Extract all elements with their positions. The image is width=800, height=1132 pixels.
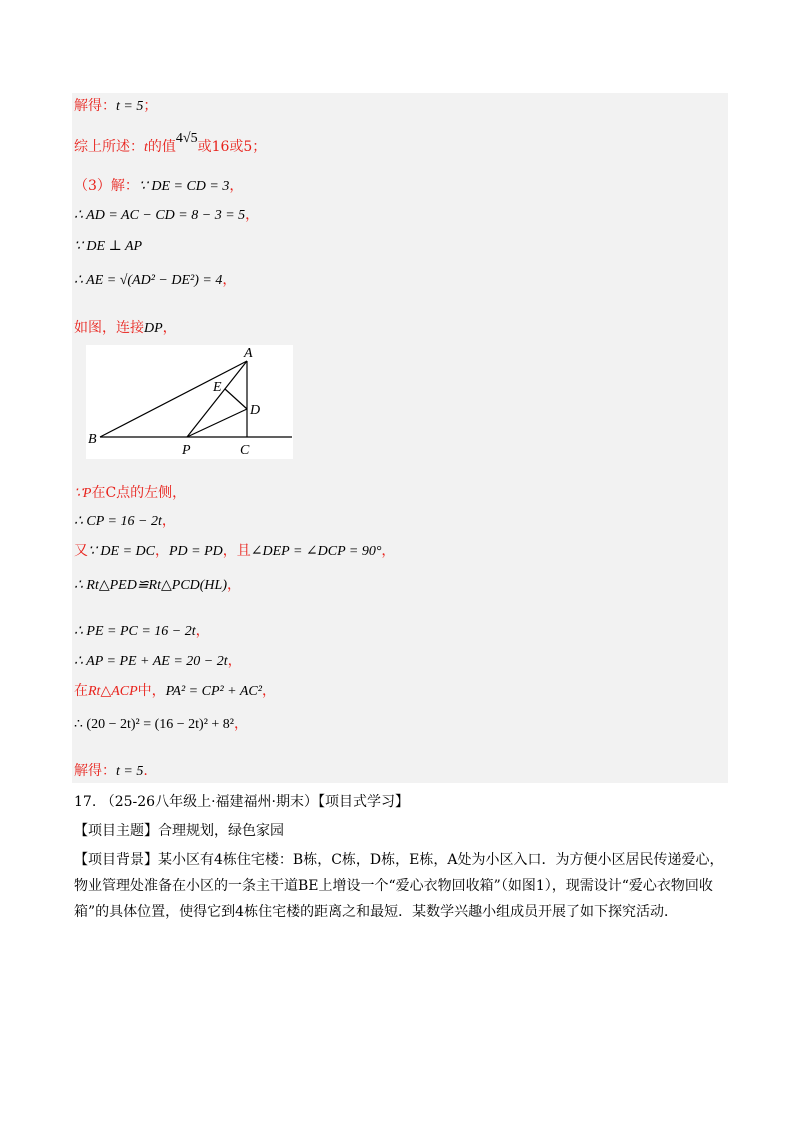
label-B: B: [88, 432, 97, 447]
value-4-root-5: 4√5: [175, 131, 198, 146]
text: 或16或5；: [197, 139, 267, 155]
variable-t: t: [144, 140, 148, 155]
punctuation: ，: [161, 513, 176, 529]
solution-line-4: [74, 205, 259, 226]
equation: ∴ CP = 16 − 2t: [74, 514, 162, 529]
background-text: 【项目背景】某小区有4栋住宅楼：B栋，C栋，D栋，E栋，A处为小区入口．为方便小区居民传递爱心，物业管理处准备在小区的一条主干道BE上增设一个“爱心衣物回收箱”（如图1），现需设计“爱心衣物回收箱”的具体位置，使得它到4栋住宅楼的距离之和最短．某数学兴趣小组成员开展了如下探究活动．: [74, 852, 724, 920]
equation: ∠DEP = ∠DCP = 90°: [250, 544, 382, 559]
congruence: ∴ Rt△PED≌Rt△PCD(HL): [74, 578, 227, 593]
label-C: C: [240, 443, 250, 458]
conclusion-label: 综上所述：: [74, 139, 144, 155]
theme-text: 【项目主题】合理规划，绿色家园: [74, 823, 284, 839]
punctuation: ，: [227, 577, 241, 593]
solution-line-5: [74, 236, 142, 257]
triangle-name: Rt△ACP: [88, 684, 138, 699]
text: 在C点的左侧，: [91, 485, 187, 501]
punctuation: ，: [245, 207, 260, 223]
solve-label: 解得：: [74, 763, 116, 779]
part-label: （3）解：: [74, 178, 139, 194]
solution-line-9: [74, 511, 176, 532]
equation: ∵ DE ⊥ AP: [74, 239, 143, 254]
project-background: [74, 847, 734, 925]
solution-line-8: [74, 483, 186, 504]
premise: ∵P: [74, 486, 92, 501]
punctuation: ，: [261, 683, 276, 699]
equation: ∴ PE = PC = 16 − 2t: [74, 624, 196, 639]
problem-header: [74, 792, 409, 812]
solution-line-6: [74, 270, 236, 291]
solution-line-10: [74, 541, 395, 562]
solution-line-2: [74, 131, 267, 158]
solution-line-13: [74, 651, 242, 672]
text: 又: [74, 543, 88, 559]
solution-line-12: [74, 621, 210, 642]
equation: ∴ AD = AC − CD = 8 − 3 = 5: [74, 208, 246, 223]
punctuation: ，: [227, 653, 242, 669]
segment-pd: [187, 409, 247, 437]
label-E: E: [213, 380, 222, 395]
equation: ∴ AE = √(AD² − DE²) = 4: [74, 273, 223, 288]
text: ，且: [222, 543, 251, 559]
solution-line-14: [74, 681, 276, 702]
problem-number: 17.: [74, 794, 97, 810]
label-P: P: [182, 443, 191, 458]
problem-source: （25-26八年级上·福建福州·期末）【项目式学习】: [100, 794, 409, 810]
text: 中，: [137, 683, 166, 699]
solution-line-3: [74, 176, 243, 197]
punctuation: .: [143, 763, 148, 779]
text: 在: [74, 683, 88, 699]
solution-line-16: [74, 761, 148, 782]
solution-line-7: [74, 318, 177, 339]
text: ，: [154, 543, 169, 559]
equation: PD = PD: [168, 544, 223, 559]
equation: ∴ (20 − 2t)² = (16 − 2t)² + 8²: [74, 717, 235, 732]
punctuation: ，: [195, 623, 210, 639]
equation: t = 5: [116, 764, 144, 779]
label-D: D: [250, 403, 261, 418]
segment-dp: DP: [144, 321, 163, 336]
punctuation: ；: [143, 98, 158, 114]
geometry-figure: [86, 345, 293, 459]
solve-label: 解得：: [74, 98, 116, 114]
punctuation: ，: [222, 272, 237, 288]
label-A: A: [244, 346, 253, 361]
equation: PA² = CP² + AC²: [165, 684, 262, 699]
triangle-diagram: [86, 345, 293, 459]
punctuation: ，: [229, 178, 244, 194]
equation: ∴ AP = PE + AE = 20 − 2t: [74, 654, 228, 669]
segment-ed: [225, 389, 247, 409]
punctuation: ，: [234, 716, 249, 732]
equation: ∵ DE = CD = 3: [138, 179, 230, 194]
equation: t = 5: [116, 99, 144, 114]
text: 的值: [147, 139, 176, 155]
equation: ∵ DE = DC: [88, 544, 155, 559]
punctuation: ，: [381, 543, 396, 559]
segment-pa: [187, 361, 247, 437]
text: 如图，连接: [74, 320, 144, 336]
solution-line-15: [74, 714, 248, 735]
project-theme: [74, 821, 284, 841]
solution-line-1: [74, 96, 157, 117]
segment-ba: [100, 361, 247, 437]
punctuation: ，: [162, 320, 177, 336]
solution-line-11: [74, 575, 241, 596]
